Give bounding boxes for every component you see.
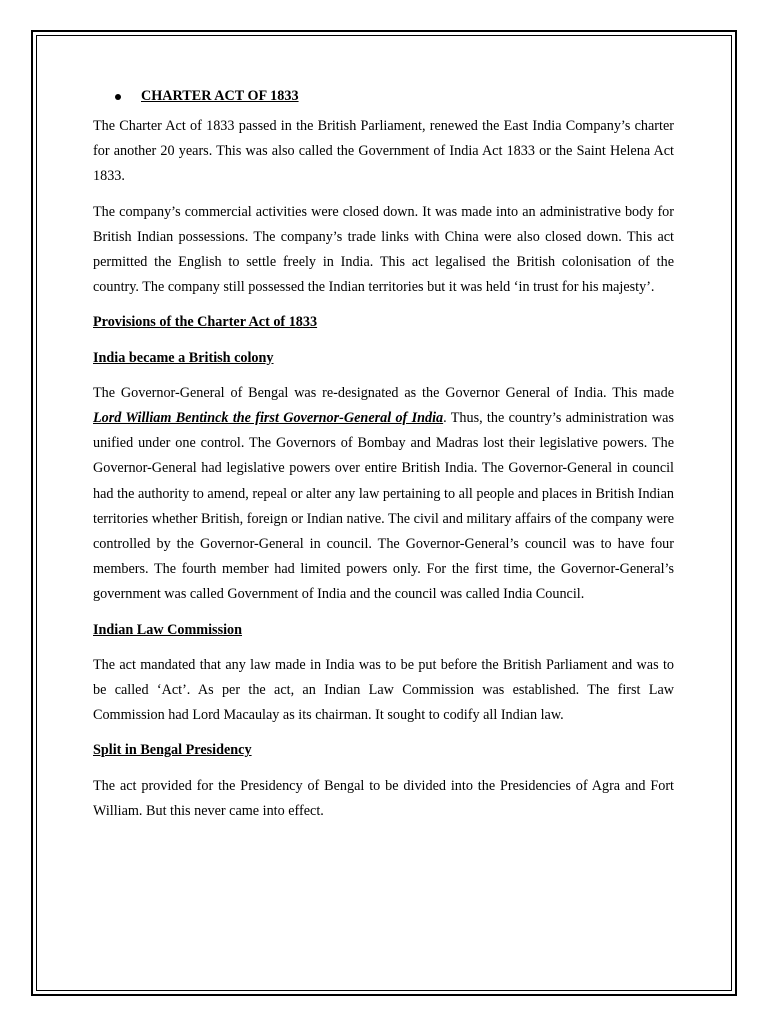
title-row — [115, 86, 674, 108]
intro-paragraph-1: The Charter Act of 1833 passed in the British Parliament, renewed the East India Company’s charter for another 20 years. This was also called the Government of India Act 1833 or the Saint Helena Act 1833. — [93, 118, 674, 185]
provisions-heading: Provisions of the Charter Act of 1833 — [93, 314, 318, 331]
bengal-split-heading: Split in Bengal Presidency — [93, 742, 252, 759]
colony-text-after: . Thus, the country’s administration was unified under one control. The Governors of Bombay and Madras lost their legislative powers. The Governor-General had legislative powers over entire British India. The Governor-General in council had the authority to amend, repeal or alter any law pertaining to all people and places in British Indian territories whether British, foreign or Indian native. The civil and military affairs of the company were controlled by the Governor-General in council. The Governor-General’s council was to have four members. The fourth member had limited powers only. For the first time, the Governor-General’s government was called Government of India and the council was called India Council. — [93, 410, 674, 603]
document-title: CHARTER ACT OF 1833 — [141, 88, 299, 105]
law-commission-paragraph: The act mandated that any law made in India was to be put before the British Parliament and was to be called ‘Act’. As per the act, an Indian Law Commission was established. The first Law Commission had Lord Macaulay as its chairman. It sought to codify all Indian law. — [93, 656, 674, 724]
law-commission-heading: Indian Law Commission — [93, 621, 243, 638]
document-content — [93, 86, 674, 834]
colony-emphasis: Lord William Bentinck the first Governor-General of India — [93, 410, 444, 427]
intro-paragraph-2: The company’s commercial activities were closed down. It was made into an administrative body for British Indian possessions. The company’s trade links with China were also closed down. This act permitted the English to settle freely in India. This act legalised the British colonisation of the country. The company still possessed the Indian territories but it was held ‘in trust for his majesty’. — [93, 203, 674, 296]
colony-heading: India became a British colony — [93, 349, 274, 366]
bengal-split-paragraph: The act provided for the Presidency of Bengal to be divided into the Presidencies of Agra and Fort William. But this never came into effect. — [93, 777, 674, 819]
colony-text-before: The Governor-General of Bengal was re-designated as the Governor General of India. This made — [93, 384, 674, 401]
bullet-icon — [115, 94, 121, 100]
colony-paragraph — [93, 381, 674, 608]
